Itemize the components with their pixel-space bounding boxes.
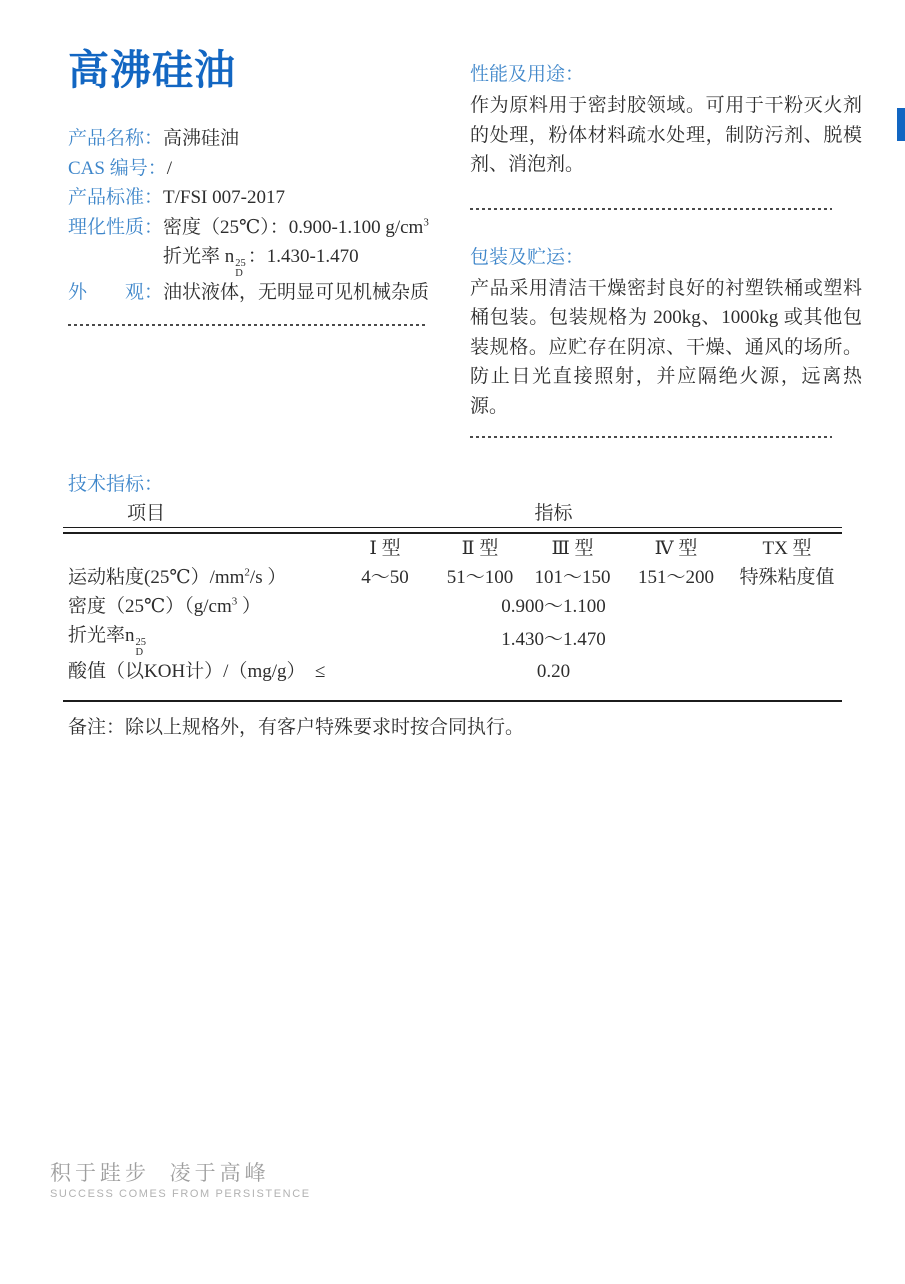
col-header-item: 项目	[63, 501, 335, 528]
info-row-product-name	[68, 124, 460, 154]
table-header-row	[63, 501, 842, 528]
info-row-standard	[68, 183, 460, 213]
row-label-viscosity: 运动粘度$(25℃)/mm^2/s$ ）	[68, 566, 287, 588]
acid-value-row	[63, 657, 842, 686]
cell-value: 1.430～1.470	[501, 628, 606, 650]
dashed-divider	[470, 436, 832, 438]
info-value: 油状液体，无明显可见机械杂质	[163, 282, 430, 303]
type-header: TX 型	[762, 538, 812, 559]
cell-value: 0.900～1.100	[501, 596, 606, 617]
info-row-physical	[68, 213, 460, 243]
info-label: 理化性质：	[68, 216, 164, 238]
packaging-body: 产品采用清洁干燥密封良好的衬塑铁桶或塑料桶包装。包装规格为 200kg、1000kg 或其他包装规格。应贮存在阴凉、干燥、通风的场所。防止日光直接照射，并应隔绝火源，远离热源。	[470, 277, 862, 417]
info-row-appearance	[68, 278, 460, 308]
cell-value: 51～100	[446, 567, 514, 588]
product-title: 高沸硅油	[68, 47, 236, 93]
slogan-chinese: 积于跬步 凌于高峰	[50, 1162, 270, 1185]
cell-value: 4～50	[361, 567, 409, 588]
table-note: 备注：除以上规格外，有客户特殊要求时按合同执行。	[68, 717, 525, 738]
nd25-notation: 25 D	[235, 258, 246, 279]
slogan-english: SUCCESS COMES FROM PERSISTENCE	[50, 1188, 311, 1200]
row-label-acid: 酸值（以KOH计）/（mg/g） ≤	[68, 661, 326, 682]
cell-value: 0.20	[536, 661, 571, 682]
right-column	[470, 60, 862, 438]
nd25-notation: 25 D	[135, 637, 147, 658]
cell-value: 151～200	[637, 567, 714, 588]
cell-value: 101～150	[534, 567, 611, 588]
type-header: Ⅱ 型	[461, 538, 499, 559]
type-header: Ⅲ 型	[551, 538, 594, 559]
specs-heading: 技术指标：	[68, 474, 164, 495]
performance-body: 作为原料用于密封胶领域。可用于干粉灭火剂的处理，粉体材料疏水处理，制防污剂、脱模剂、消泡剂。	[470, 95, 862, 175]
refraction-value: 折光率 n 25 D ：1.430-1.470	[163, 246, 359, 279]
info-label: CAS 编号：	[68, 157, 167, 179]
viscosity-row	[63, 563, 842, 592]
info-label: 外 观：	[68, 282, 164, 303]
page-edge-marker	[897, 108, 905, 141]
packaging-heading: 包装及贮运：	[470, 246, 585, 268]
superscript: 2	[244, 566, 250, 579]
table-bottom-rule	[63, 686, 842, 701]
density-value: 密度（25℃）：0.900-1.100 $g/cm^3$	[163, 216, 429, 238]
superscript: 3	[231, 595, 238, 608]
info-value: T/FSI 007-2017	[163, 187, 285, 208]
dashed-divider	[68, 324, 426, 326]
dashed-divider	[470, 208, 832, 210]
cell-value: 特殊粘度值	[739, 567, 835, 588]
type-header-row	[63, 533, 842, 563]
info-label: 产品标准：	[68, 187, 164, 208]
type-header: Ⅰ 型	[369, 538, 401, 559]
type-header: Ⅳ 型	[654, 538, 698, 559]
spec-table	[63, 501, 842, 702]
info-row-refraction	[68, 242, 460, 278]
info-label: 产品名称：	[68, 128, 164, 149]
product-info-list	[68, 124, 460, 326]
density-row	[63, 592, 842, 621]
superscript: 3	[423, 216, 429, 229]
col-header-index: 指标	[335, 501, 842, 528]
row-label-density: 密度$(25℃)(g/cm^3$ ）	[68, 595, 262, 617]
technical-specs-section	[68, 470, 858, 743]
info-value: 高沸硅油	[163, 128, 240, 149]
info-value: /	[166, 157, 172, 179]
row-label-refraction: 折光率n 25 D	[68, 625, 147, 658]
refraction-row	[63, 621, 842, 657]
performance-heading: 性能及用途：	[470, 64, 585, 85]
info-row-cas	[68, 154, 460, 184]
footer-slogan	[50, 1161, 311, 1201]
